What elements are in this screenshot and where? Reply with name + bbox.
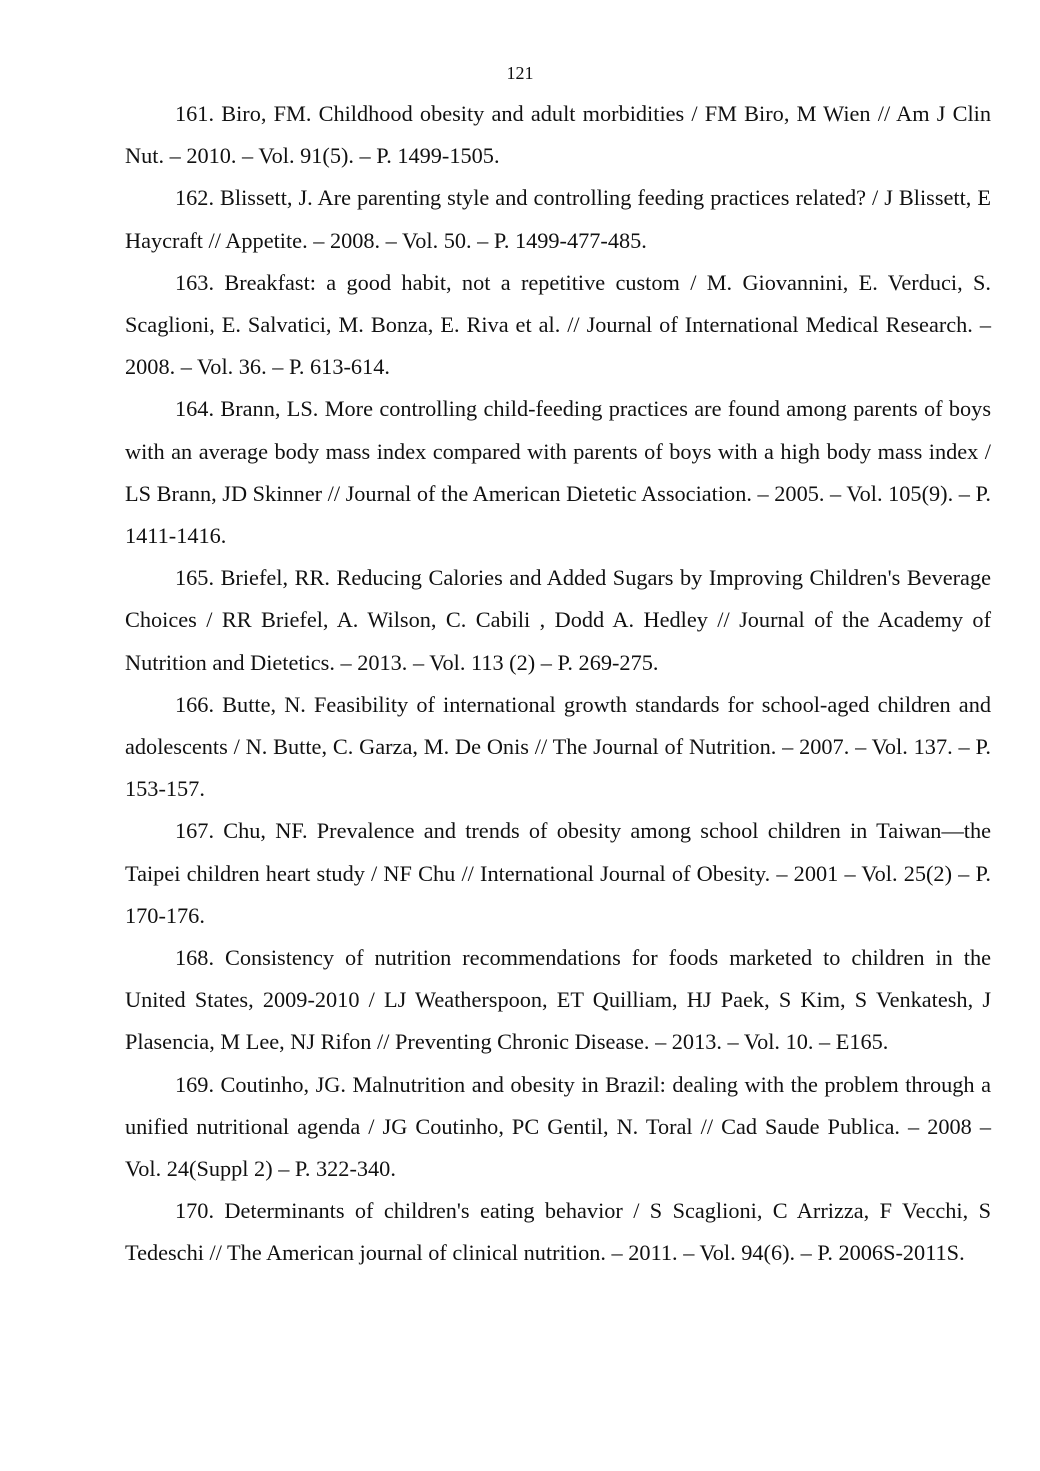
page-number: 121: [506, 63, 534, 83]
reference-list: [125, 93, 991, 1275]
reference-item-163: 163. Breakfast: a good habit, not a repetitive custom / M. Giovannini, E. Verduci, S. Scaglioni, E. Salvatici, M. Bonza, E. Riva et al. // Journal of International Medical Research. – 2008. – Vol. 36. – P. 613-614.: [125, 269, 991, 380]
reference-item-164: 164. Brann, LS. More controlling child-feeding practices are found among parents of boys with an average body mass index compared with parents of boys with a high body mass index / LS Brann, JD Skinner // Journal of the American Dietetic Association. – 2005. – Vol. 105(9). – P. 1411-1416.: [125, 396, 991, 549]
reference-item-161: 161. Biro, FM. Childhood obesity and adult morbidities / FM Biro, M Wien // Am J Clin Nut. – 2010. – Vol. 91(5). – P. 1499-1505.: [125, 101, 991, 169]
reference-item-166: 166. Butte, N. Feasibility of international growth standards for school-aged children and adolescents / N. Butte, C. Garza, M. De Onis // The Journal of Nutrition. – 2007. – Vol. 137. – P. 153-157.: [125, 691, 991, 802]
reference-item-165: 165. Briefel, RR. Reducing Calories and Added Sugars by Improving Children's Beverage Choices / RR Briefel, A. Wilson, C. Cabili , Dodd A. Hedley // Journal of the Academy of Nutrition and Dietetics. – 2013. – Vol. 113 (2) – P. 269-275.: [125, 565, 991, 675]
reference-item-162: 162. Blissett, J. Are parenting style and controlling feeding practices related? / J Blissett, E Haycraft // Appetite. – 2008. – Vol. 50. – P. 1499-477-485.: [125, 185, 991, 253]
reference-item-167: 167. Chu, NF. Prevalence and trends of obesity among school children in Taiwan—the Taipei children heart study / NF Chu // International Journal of Obesity. – 2001 – Vol. 25(2) – P. 170-176.: [125, 818, 991, 928]
reference-item-170: 170. Determinants of children's eating behavior / S Scaglioni, C Arrizza, F Vecchi, S Tedeschi // The American journal of clinical nutrition. – 2011. – Vol. 94(6). – P. 2006S-2011S.: [125, 1198, 991, 1266]
reference-item-168: 168. Consistency of nutrition recommendations for foods marketed to children in the United States, 2009-2010 / LJ Weatherspoon, ET Quilliam, HJ Paek, S Kim, S Venkatesh, J Plasencia, M Lee, NJ Rifon // Preventing Chronic Disease. – 2013. – Vol. 10. – E165.: [125, 945, 991, 1055]
reference-item-169: 169. Coutinho, JG. Malnutrition and obesity in Brazil: dealing with the problem through a unified nutritional agenda / JG Coutinho, PC Gentil, N. Toral // Cad Saude Publica. – 2008 – Vol. 24(Suppl 2) – P. 322-340.: [125, 1071, 991, 1182]
